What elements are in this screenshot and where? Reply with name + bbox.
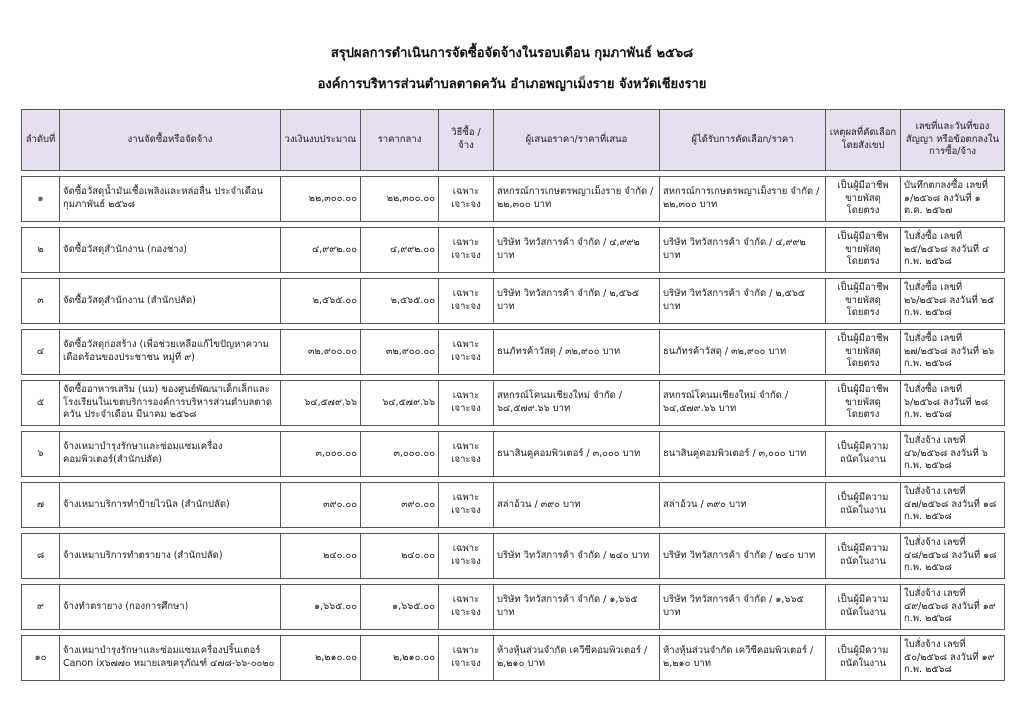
cell-budget: ๔,๙๙๒.๐๐ [281,228,361,273]
cell-method: เฉพาะเจาะจง [439,534,494,579]
header-bidders: ผู้เสนอราคา/ราคาที่เสนอ [494,110,660,171]
cell-selected: ธนภัทรค้าวัสดุ / ๓๒,๙๐๐ บาท [660,330,826,375]
header-no: ลำดับที่ [22,110,60,171]
cell-method: เฉพาะเจาะจง [439,279,494,324]
procurement-table [21,109,1005,681]
table-row [22,381,1005,426]
cell-contract: ใบสั่งจ้าง เลขที่ ๕๐/๒๕๖๘ ลงวันที่ ๑๙ ก.พ. ๒๕๖๘ [901,636,1005,681]
cell-no: ๖ [22,432,60,477]
cell-contract: ใบสั่งซื้อ เลขที่ ๒๕/๒๕๖๘ ลงวันที่ ๔ ก.พ. ๒๕๖๘ [901,228,1005,273]
cell-item: จัดซื้อวัสดุน้ำมันเชื้อเพลิงและหล่อลื่น ประจำเดือน กุมภาพันธ์ ๒๕๖๘ [60,177,281,222]
cell-method: เฉพาะเจาะจง [439,381,494,426]
cell-median-price: ๓,๐๐๐.๐๐ [361,432,439,477]
cell-no: ๔ [22,330,60,375]
cell-median-price: ๔,๙๙๒.๐๐ [361,228,439,273]
cell-method: เฉพาะเจาะจง [439,636,494,681]
cell-no: ๑๐ [22,636,60,681]
cell-reason: เป็นผู้มีความถนัดในงาน [826,432,901,477]
cell-median-price: ๓๙๐.๐๐ [361,483,439,528]
cell-median-price: ๒๒,๓๐๐.๐๐ [361,177,439,222]
cell-contract: ใบสั่งซื้อ เลขที่ ๒๖/๒๕๖๘ ลงวันที่ ๒๕ ก.พ. ๒๕๖๘ [901,279,1005,324]
cell-no: ๙ [22,585,60,630]
cell-bidders: สล่าอ้วน / ๓๙๐ บาท [494,483,660,528]
cell-no: ๘ [22,534,60,579]
cell-selected: บริษัท วิทวัสการค้า จำกัด / ๒๔๐ บาท [660,534,826,579]
document-subtitle: องค์การบริหารส่วนตำบลตาดควัน อำเภอพญาเม็งราย จังหวัดเชียงราย [317,77,707,92]
cell-budget: ๓๙๐.๐๐ [281,483,361,528]
cell-bidders: บริษัท วิทวัสการค้า จำกัด / ๒๔๐ บาท [494,534,660,579]
cell-bidders: สหกรณ์การเกษตรพญาเม็งราย จำกัด / ๒๒,๓๐๐ บาท [494,177,660,222]
table-row [22,585,1005,630]
table-row [22,483,1005,528]
cell-no: ๒ [22,228,60,273]
cell-reason: เป็นผู้มีอาชีพขายพัสดุโดยตรง [826,177,901,222]
cell-reason: เป็นผู้มีอาชีพขายพัสดุโดยตรง [826,228,901,273]
cell-budget: ๓๒,๙๐๐.๐๐ [281,330,361,375]
cell-reason: เป็นผู้มีอาชีพขายพัสดุโดยตรง [826,381,901,426]
cell-no: ๕ [22,381,60,426]
cell-budget: ๒,๕๖๕.๐๐ [281,279,361,324]
cell-method: เฉพาะเจาะจง [439,177,494,222]
cell-item: จ้างทำตรายาง (กองการศึกษา) [60,585,281,630]
table-row [22,534,1005,579]
cell-reason: เป็นผู้มีอาชีพขายพัสดุโดยตรง [826,330,901,375]
cell-budget: ๓,๐๐๐.๐๐ [281,432,361,477]
cell-reason: เป็นผู้มีอาชีพขายพัสดุโดยตรง [826,279,901,324]
header-method: วิธีซื้อ / จ้าง [439,110,494,171]
cell-selected: ธนาสินคู่คอมพิวเตอร์ / ๓,๐๐๐ บาท [660,432,826,477]
cell-median-price: ๒๔๐.๐๐ [361,534,439,579]
cell-contract: ใบสั่งจ้าง เลขที่ ๔๘/๒๕๖๘ ลงวันที่ ๑๘ ก.พ. ๒๕๖๘ [901,534,1005,579]
table-row [22,432,1005,477]
cell-bidders: บริษัท วิทวัสการค้า จำกัด / ๑,๖๖๕ บาท [494,585,660,630]
cell-method: เฉพาะเจาะจง [439,432,494,477]
cell-contract: บันทึกตกลงซื้อ เลขที่ ๑/๒๕๖๘ ลงวันที่ ๑ ต.ค. ๒๕๖๗ [901,177,1005,222]
cell-reason: เป็นผู้มีความถนัดในงาน [826,483,901,528]
table-header [22,110,1005,171]
cell-item: จ้างเหมาบริการทำป้ายไวนิล (สำนักปลัด) [60,483,281,528]
table-row [22,177,1005,222]
cell-selected: สหกรณ์การเกษตรพญาเม็งราย จำกัด / ๒๒,๓๐๐ บาท [660,177,826,222]
cell-item: จัดซื้ออาหารเสริม (นม) ของศูนย์พัฒนาเด็กเล็กและโรงเรียนในเขตบริการองค์การบริหารส่วนตำบลตาดควัน ประจำเดือน มีนาคม ๒๕๖๘ [60,381,281,426]
cell-reason: เป็นผู้มีความถนัดในงาน [826,585,901,630]
cell-item: จัดซื้อวัสดุสำนักงาน (กองช่าง) [60,228,281,273]
header-reason: เหตุผลที่คัดเลือก โดยสังเขป [826,110,901,171]
cell-selected: ห้างหุ้นส่วนจำกัด เควีซีคอมพิวเตอร์ / ๒,๒๑๐ บาท [660,636,826,681]
cell-selected: สหกรณ์โคนมเชียงใหม่ จำกัด / ๖๔,๕๗๙.๖๖ บาท [660,381,826,426]
cell-median-price: ๑,๖๖๕.๐๐ [361,585,439,630]
cell-selected: บริษัท วิทวัสการค้า จำกัด / ๒,๕๖๕ บาท [660,279,826,324]
cell-selected: สล่าอ้วน / ๓๙๐ บาท [660,483,826,528]
cell-median-price: ๖๔,๕๗๙.๖๖ [361,381,439,426]
cell-no: ๗ [22,483,60,528]
table-body [22,171,1005,681]
table-row [22,330,1005,375]
cell-bidders: บริษัท วิทวัสการค้า จำกัด / ๒,๕๖๕ บาท [494,279,660,324]
cell-budget: ๒๔๐.๐๐ [281,534,361,579]
table-row [22,636,1005,681]
cell-contract: ใบสั่งซื้อ เลขที่ ๖/๒๕๖๘ ลงวันที่ ๒๘ ก.พ. ๒๕๖๘ [901,381,1005,426]
cell-item: จ้างเหมาบริการทำตรายาง (สำนักปลัด) [60,534,281,579]
table-row [22,228,1005,273]
cell-item: จ้างเหมาบำรุงรักษาและซ่อมแซมเครื่องคอมพิวเตอร์(สำนักปลัด) [60,432,281,477]
cell-median-price: ๒,๒๑๐.๐๐ [361,636,439,681]
cell-budget: ๒๒,๓๐๐.๐๐ [281,177,361,222]
cell-bidders: ธนภัทรค้าวัสดุ / ๓๒,๙๐๐ บาท [494,330,660,375]
cell-method: เฉพาะเจาะจง [439,585,494,630]
header-contract: เลขที่และวันที่ของสัญญา หรือข้อตกลงในการซื้อ/จ้าง [901,110,1005,171]
cell-method: เฉพาะเจาะจง [439,330,494,375]
cell-budget: ๒,๒๑๐.๐๐ [281,636,361,681]
cell-reason: เป็นผู้มีความถนัดในงาน [826,636,901,681]
cell-bidders: ธนาสินคู่คอมพิวเตอร์ / ๓,๐๐๐ บาท [494,432,660,477]
cell-item: จัดซื้อวัสดุสำนักงาน (สำนักปลัด) [60,279,281,324]
cell-no: ๓ [22,279,60,324]
header-item: งานจัดซื้อหรือจัดจ้าง [60,110,281,171]
cell-no: ๑ [22,177,60,222]
cell-bidders: ห้างหุ้นส่วนจำกัด เควีซีคอมพิวเตอร์ / ๒,๒๑๐ บาท [494,636,660,681]
cell-selected: บริษัท วิทวัสการค้า จำกัด / ๑,๖๖๕ บาท [660,585,826,630]
header-budget: วงเงินงบประมาณ [281,110,361,171]
header-row [22,110,1005,171]
cell-reason: เป็นผู้มีความถนัดในงาน [826,534,901,579]
cell-median-price: ๓๒,๙๐๐.๐๐ [361,330,439,375]
cell-item: จ้างเหมาบำรุงรักษาและซ่อมแซมเครื่องปริ้นเตอร์ Canon ix๖๗๗๐ หมายเลขครุภัณฑ์ ๔๗๘-๖๖-๐๐๒๐ [60,636,281,681]
cell-budget: ๖๔,๕๗๙.๖๖ [281,381,361,426]
cell-item: จัดซื้อวัสดุก่อสร้าง (เพื่อช่วยเหลือแก้ไขปัญหาความเดือดร้อนของประชาชน หมู่ที่ ๙) [60,330,281,375]
cell-contract: ใบสั่งจ้าง เลขที่ ๔๙/๒๕๖๘ ลงวันที่ ๑๙ ก.พ. ๒๕๖๘ [901,585,1005,630]
cell-method: เฉพาะเจาะจง [439,483,494,528]
cell-bidders: สหกรณ์โคนมเชียงใหม่ จำกัด / ๖๔,๕๗๙.๖๖ บาท [494,381,660,426]
table-row [22,279,1005,324]
cell-contract: ใบสั่งซื้อ เลขที่ ๒๗/๒๕๖๘ ลงวันที่ ๒๖ ก.พ. ๒๕๖๘ [901,330,1005,375]
cell-contract: ใบสั่งจ้าง เลขที่ ๔๗/๒๕๖๘ ลงวันที่ ๑๘ ก.พ. ๒๕๖๘ [901,483,1005,528]
cell-method: เฉพาะเจาะจง [439,228,494,273]
cell-bidders: บริษัท วิทวัสการค้า จำกัด / ๔,๙๙๒ บาท [494,228,660,273]
cell-median-price: ๒,๕๖๕.๐๐ [361,279,439,324]
cell-budget: ๑,๖๖๕.๐๐ [281,585,361,630]
cell-selected: บริษัท วิทวัสการค้า จำกัด / ๔,๙๙๒ บาท [660,228,826,273]
header-median-price: ราคากลาง [361,110,439,171]
cell-contract: ใบสั่งจ้าง เลขที่ ๔๖/๒๕๖๘ ลงวันที่ ๖ ก.พ. ๒๕๖๘ [901,432,1005,477]
document-title: สรุปผลการดำเนินการจัดซื้อจัดจ้างในรอบเดือน กุมภาพันธ์ ๒๕๖๘ [330,46,694,61]
header-selected: ผู้ได้รับการคัดเลือก/ราคา [660,110,826,171]
